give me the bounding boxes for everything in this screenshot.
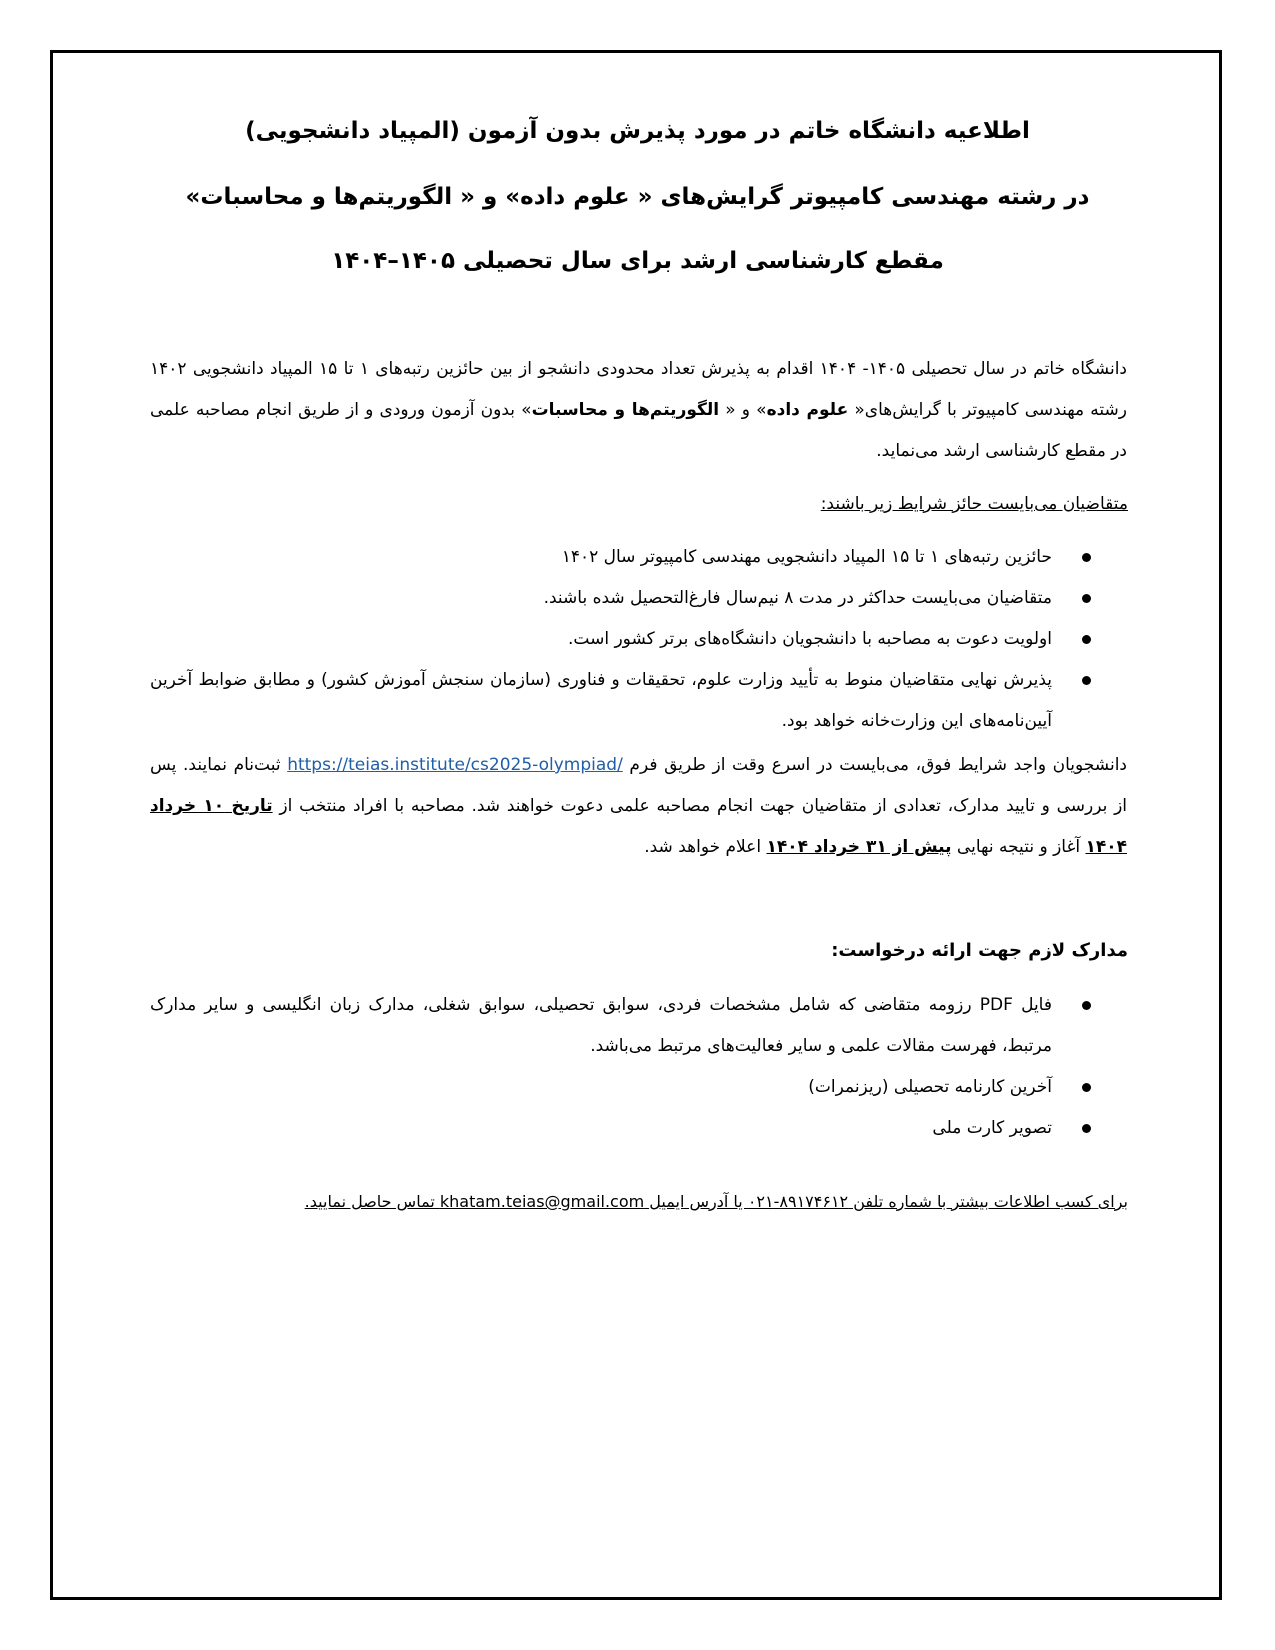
- intro-bold-data-science: علوم داده: [766, 400, 849, 420]
- conditions-heading: متقاضیان می‌بایست حائز شرایط زیر باشند:: [820, 494, 1128, 514]
- list-item: آخرین کارنامه تحصیلی (ریزنمرات): [150, 1067, 1127, 1108]
- result-deadline-date: پیش از ۳۱ خرداد ۱۴۰۴: [766, 837, 952, 857]
- intro-bold-algorithms: الگوریتم‌ها و محاسبات: [531, 400, 720, 420]
- contact-footer: [305, 1192, 1128, 1211]
- documents-heading: مدارک لازم جهت ارائه درخواست:: [831, 940, 1128, 961]
- bullet-icon: [1082, 1001, 1091, 1010]
- registration-text-3: آغاز و نتیجه نهایی: [951, 837, 1086, 857]
- title-line-1: اطلاعیه دانشگاه خاتم در مورد پذیرش بدون آزمون (المپیاد دانشجویی): [245, 118, 1030, 144]
- title-line-2: در رشته مهندسی کامپیوتر گرایش‌های « علوم داده» و « الگوریتم‌ها و محاسبات»: [185, 184, 1090, 210]
- conditions-list: [150, 537, 1127, 742]
- registration-form-link[interactable]: https://teias.institute/cs2025-olympiad/: [287, 755, 623, 775]
- list-item: متقاضیان می‌بایست حداکثر در مدت ۸ نیم‌سال فارغ‌التحصیل شده باشند.: [150, 578, 1127, 619]
- interview-start-date: تاریخ ۱۰ خرداد ۱۴۰۴: [150, 796, 1127, 857]
- list-item: حائزین رتبه‌های ۱ تا ۱۵ المپیاد دانشجویی مهندسی کامپیوتر سال ۱۴۰۲: [150, 537, 1127, 578]
- bullet-icon: [1082, 553, 1091, 562]
- intro-paragraph: [150, 349, 1127, 472]
- contact-text-2: تماس حاصل نمایید.: [304, 1192, 440, 1211]
- list-item: پذیرش نهایی متقاضیان منوط به تأیید وزارت علوم، تحقیقات و فناوری (سازمان سنجش آموزش کشور) و مطابق ضوابط آخرین آیین‌نامه‌های این وزارت‌خانه خواهد بود.: [150, 660, 1127, 742]
- list-item: اولویت دعوت به مصاحبه با دانشجویان دانشگاه‌های برتر کشور است.: [150, 619, 1127, 660]
- bullet-icon: [1082, 635, 1091, 644]
- registration-text-4: اعلام خواهد شد.: [644, 837, 767, 857]
- title-line-3: مقطع کارشناسی ارشد برای سال تحصیلی ۱۴۰۵–۱۴۰۴: [331, 248, 944, 274]
- bullet-icon: [1082, 1083, 1091, 1092]
- bullet-icon: [1082, 676, 1091, 685]
- bullet-icon: [1082, 1124, 1091, 1133]
- list-item: فایل PDF رزومه متقاضی که شامل مشخصات فردی، سوابق تحصیلی، سوابق شغلی، مدارک زبان انگلیسی و سایر مدارک مرتبط، فهرست مقالات علمی و سایر فعالیت‌های مرتبط می‌باشد.: [150, 985, 1127, 1067]
- contact-email[interactable]: khatam.teias@gmail.com: [439, 1192, 645, 1211]
- intro-text-2: » و «: [719, 400, 767, 420]
- intro-text-1: دانشگاه خاتم در سال تحصیلی ۱۴۰۵- ۱۴۰۴ اقدام به پذیرش تعداد محدودی دانشجو از بین حائزین رتبه‌های ۱ تا ۱۵ المپیاد دانشجویی ۱۴۰۲ رشته مهندسی کامپیوتر با گرایش‌های«: [150, 359, 1127, 420]
- bullet-icon: [1082, 594, 1091, 603]
- registration-paragraph: [150, 745, 1127, 868]
- registration-text-1: دانشجویان واجد شرایط فوق، می‌بایست در اسرع وقت از طریق فرم: [622, 755, 1127, 775]
- intro-text-3: » بدون آزمون ورودی و از طریق انجام مصاحبه علمی در مقطع کارشناسی ارشد می‌نماید.: [150, 400, 1127, 461]
- list-item: تصویر کارت ملی: [150, 1108, 1127, 1149]
- documents-list: [150, 985, 1127, 1149]
- contact-text-1: برای کسب اطلاعات بیشتر با شماره تلفن ۸۹۱۷۴۶۱۲-۰۲۱ یا آدرس ایمیل: [644, 1192, 1128, 1211]
- registration-text-2: ثبت‌نام نمایند. پس از بررسی و تایید مدارک، تعدادی از متقاضیان جهت انجام مصاحبه علمی دعوت خواهند شد. مصاحبه با افراد منتخب از: [150, 755, 1128, 816]
